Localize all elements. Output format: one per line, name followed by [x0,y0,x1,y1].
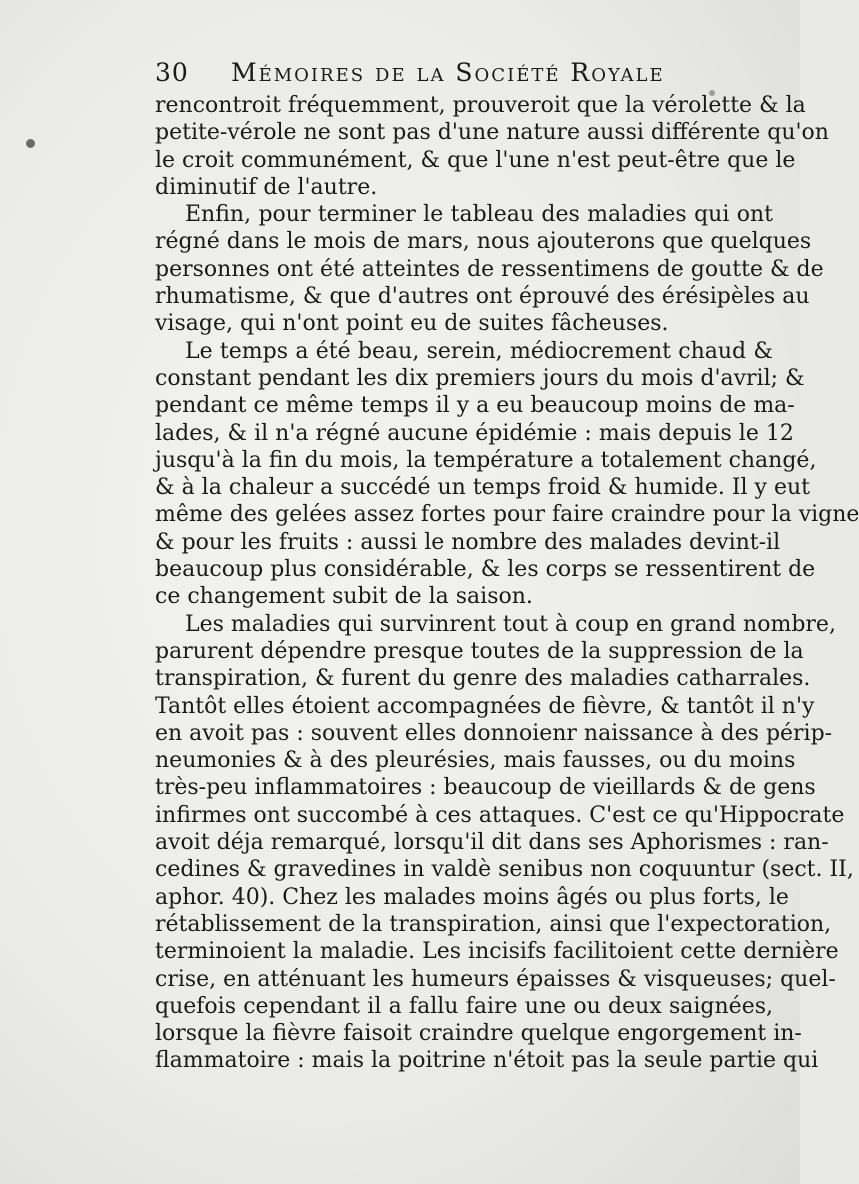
text-line: & pour les fruits : aussi le nombre des malades devint-il [155,529,781,555]
running-header [155,58,775,94]
text-line: visage, qui n'ont point eu de suites fâcheuses. [155,311,669,337]
text-line: rencontroit fréquemment, prouveroit que la vérolette & la [155,93,806,118]
text-line: constant pendant les dix premiers jours du mois d'avril; & [155,365,805,391]
text-line: le croit communément, & que l'une n'est peut-être que le [155,147,796,173]
page-number: 30 [155,58,189,87]
text-line: lades, & il n'a régné aucune épidémie : mais depuis le 12 [155,420,794,446]
text-line: diminutif de l'autre. [155,174,378,200]
text-line: beaucoup plus considérable, & les corps se ressentirent de [155,557,816,583]
text-line: transpiration, & furent du genre des maladies catharrales. [155,666,811,692]
text-line: Tantôt elles étoient accompagnées de fièvre, & tantôt il n'y [155,693,815,719]
text-line: en avoit pas : souvent elles donnoienr naissance à des périp- [155,720,833,746]
text-line: Les maladies qui survinrent tout à coup en grand nombre, [185,611,836,637]
text-line: neumonies & à des pleurésies, mais fausses, ou du moins [155,748,796,774]
text-line: crise, en atténuant les humeurs épaisses & visqueuses; quel- [155,966,836,992]
text-line: même des gelées assez fortes pour faire craindre pour la vigne [155,502,859,528]
ink-speck [26,139,35,148]
text-line: quefois cependant il a fallu faire une ou deux saignées, [155,993,773,1019]
text-line: terminoient la maladie. Les incisifs facilitoient cette dernière [155,939,839,965]
text-line: pendant ce même temps il y a eu beaucoup moins de ma- [155,393,795,419]
text-line: personnes ont été atteintes de ressentimens de goutte & de [155,256,824,282]
text-line: Le temps a été beau, serein, médiocrement chaud & [185,338,773,364]
text-line: parurent dépendre presque toutes de la suppression de la [155,638,804,664]
text-line: flammatoire : mais la poitrine n'étoit pas la seule partie qui [155,1048,819,1074]
text-line: infirmes ont succombé à ces attaques. C'est ce qu'Hippocrate [155,802,845,828]
text-line: ce changement subit de la saison. [155,584,533,610]
text-line: cedines & gravedines in valdè senibus non coquuntur (sect. II, [155,857,854,883]
text-line: Enfin, pour terminer le tableau des maladies qui ont [185,202,773,228]
text-line: avoit déja remarqué, lorsqu'il dit dans ses Aphorismes : ran- [155,830,829,856]
running-title: Mémoires de la Société Royale [231,58,665,87]
text-line: & à la chaleur a succédé un temps froid & humide. Il y eut [155,475,811,501]
text-line: lorsque la fièvre faisoit craindre quelque engorgement in- [155,1021,802,1047]
body-text [155,92,859,1075]
text-line: régné dans le mois de mars, nous ajouterons que quelques [155,229,812,255]
text-line: rétablissement de la transpiration, ainsi que l'expectoration, [155,911,832,937]
text-line: aphor. 40). Chez les malades moins âgés ou plus forts, le [155,884,789,910]
text-line: rhumatisme, & que d'autres ont éprouvé des érésipèles au [155,284,810,310]
text-line: jusqu'à la fin du mois, la température a totalement changé, [155,447,817,473]
text-line: très-peu inflammatoires : beaucoup de vieillards & de gens [155,775,816,801]
text-line: petite-vérole ne sont pas d'une nature aussi différente qu'on [155,120,829,146]
